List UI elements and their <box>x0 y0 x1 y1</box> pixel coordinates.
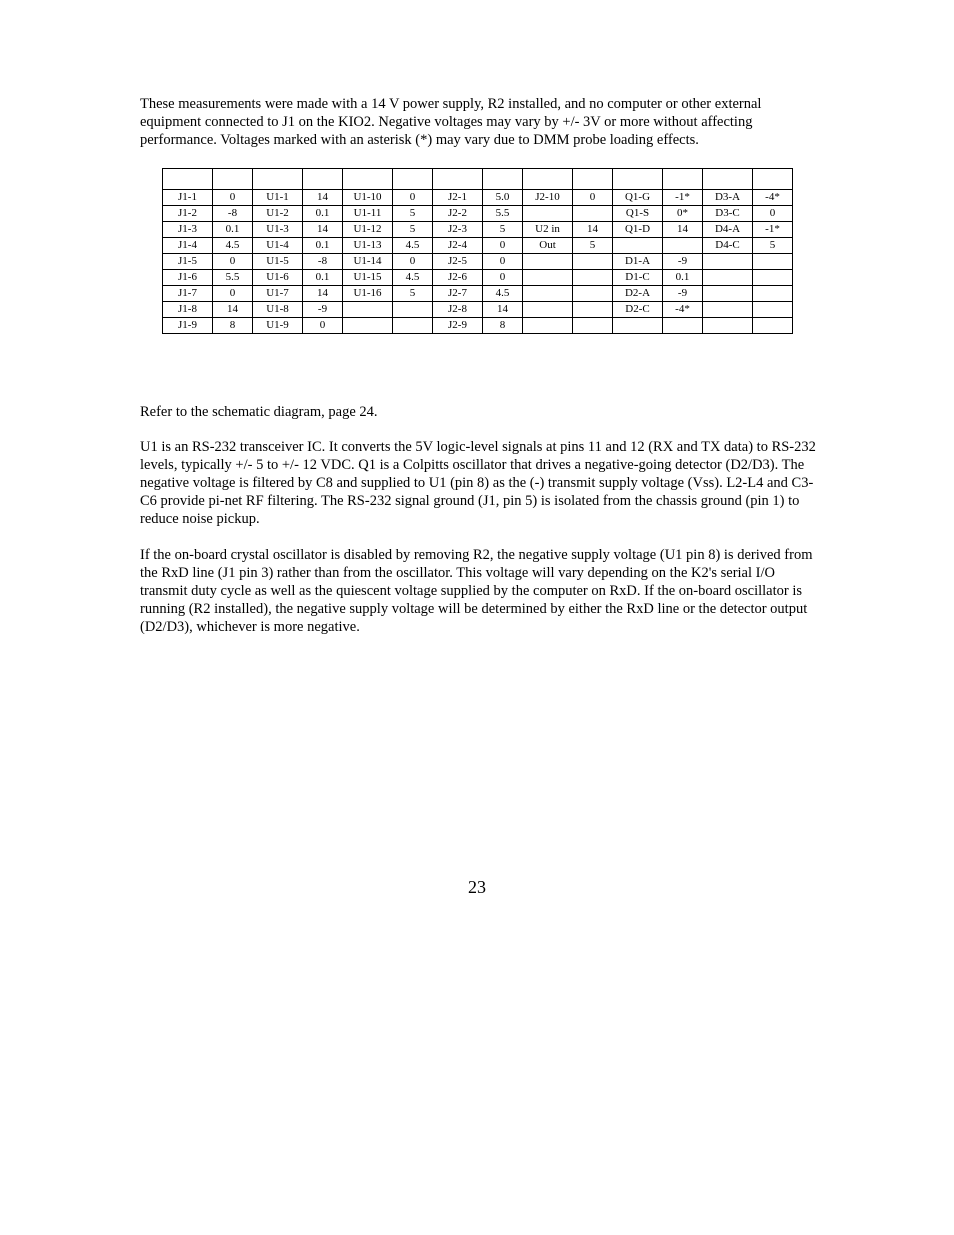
voltage-table <box>162 168 793 334</box>
voltage-cell: 0* <box>663 206 703 222</box>
header-cell <box>523 169 573 190</box>
table-header-row <box>163 169 793 190</box>
voltage-cell <box>753 254 793 270</box>
test-point-cell: U2 in <box>523 222 573 238</box>
test-point-cell: Q1-G <box>613 190 663 206</box>
voltage-cell: -1* <box>753 222 793 238</box>
test-point-cell: J2-8 <box>433 302 483 318</box>
voltage-cell: 5.0 <box>483 190 523 206</box>
voltage-cell <box>753 302 793 318</box>
voltage-cell <box>663 238 703 254</box>
voltage-cell: 0 <box>303 318 343 334</box>
test-point-cell: U1-2 <box>253 206 303 222</box>
test-point-cell: U1-8 <box>253 302 303 318</box>
voltage-cell: 0.1 <box>303 238 343 254</box>
voltage-cell: 14 <box>663 222 703 238</box>
voltage-cell: 0 <box>483 238 523 254</box>
test-point-cell: Q1-S <box>613 206 663 222</box>
voltage-cell: 0 <box>483 254 523 270</box>
test-point-cell <box>523 270 573 286</box>
voltage-cell <box>573 302 613 318</box>
test-point-cell <box>523 302 573 318</box>
voltage-cell: 5.5 <box>213 270 253 286</box>
voltage-cell: 5 <box>573 238 613 254</box>
voltage-cell: 4.5 <box>483 286 523 302</box>
voltage-cell: 0.1 <box>213 222 253 238</box>
voltage-cell: 4.5 <box>393 238 433 254</box>
test-point-cell <box>703 254 753 270</box>
test-point-cell <box>523 318 573 334</box>
table-row <box>163 222 793 238</box>
schematic-reference: Refer to the schematic diagram, page 24. <box>140 404 378 420</box>
table-row <box>163 302 793 318</box>
test-point-cell: D1-A <box>613 254 663 270</box>
test-point-cell: J2-6 <box>433 270 483 286</box>
test-point-cell: J2-9 <box>433 318 483 334</box>
test-point-cell: D4-A <box>703 222 753 238</box>
header-cell <box>483 169 523 190</box>
voltage-cell <box>393 318 433 334</box>
page-number: 23 <box>468 877 486 897</box>
voltage-cell: 0.1 <box>663 270 703 286</box>
test-point-cell: U1-10 <box>343 190 393 206</box>
voltage-cell: 0 <box>483 270 523 286</box>
test-point-cell: J1-9 <box>163 318 213 334</box>
test-point-cell: D4-C <box>703 238 753 254</box>
test-point-cell: J1-1 <box>163 190 213 206</box>
test-point-cell: D1-C <box>613 270 663 286</box>
header-cell <box>613 169 663 190</box>
voltage-cell: 14 <box>303 190 343 206</box>
intro-paragraph: These measurements were made with a 14 V power supply, R2 installed, and no computer or other external equipment connected to J1 on the KIO2. Negative voltages may vary by +/- 3V or more without affecting performance. Voltages marked with an asterisk (*) may vary due to DMM probe loading effects. <box>140 96 762 148</box>
voltage-cell: 0.1 <box>303 206 343 222</box>
voltage-cell <box>573 206 613 222</box>
voltage-cell <box>753 318 793 334</box>
voltage-cell: 5 <box>753 238 793 254</box>
header-cell <box>703 169 753 190</box>
voltage-cell: 0 <box>393 190 433 206</box>
test-point-cell <box>523 286 573 302</box>
test-point-cell: J2-5 <box>433 254 483 270</box>
table-row <box>163 254 793 270</box>
voltage-cell: 4.5 <box>213 238 253 254</box>
test-point-cell: J1-3 <box>163 222 213 238</box>
voltage-cell <box>753 286 793 302</box>
test-point-cell: U1-15 <box>343 270 393 286</box>
voltage-cell: 14 <box>303 286 343 302</box>
voltage-cell: 0 <box>753 206 793 222</box>
table-row <box>163 206 793 222</box>
header-cell <box>213 169 253 190</box>
test-point-cell <box>703 286 753 302</box>
voltage-cell <box>573 254 613 270</box>
test-point-cell: J2-4 <box>433 238 483 254</box>
header-cell <box>663 169 703 190</box>
test-point-cell <box>703 318 753 334</box>
test-point-cell <box>343 302 393 318</box>
voltage-cell: -8 <box>303 254 343 270</box>
voltage-cell: 0 <box>573 190 613 206</box>
test-point-cell: U1-7 <box>253 286 303 302</box>
test-point-cell <box>703 302 753 318</box>
test-point-cell: U1-14 <box>343 254 393 270</box>
voltage-cell: 4.5 <box>393 270 433 286</box>
voltage-cell: 8 <box>213 318 253 334</box>
test-point-cell <box>523 254 573 270</box>
voltage-cell: 14 <box>483 302 523 318</box>
test-point-cell: J2-1 <box>433 190 483 206</box>
test-point-cell: J1-8 <box>163 302 213 318</box>
test-point-cell: Q1-D <box>613 222 663 238</box>
test-point-cell: D3-C <box>703 206 753 222</box>
header-cell <box>433 169 483 190</box>
test-point-cell: J2-3 <box>433 222 483 238</box>
voltage-cell: 5 <box>393 222 433 238</box>
voltage-cell <box>753 270 793 286</box>
voltage-cell: 0 <box>393 254 433 270</box>
voltage-cell: -9 <box>303 302 343 318</box>
header-cell <box>573 169 613 190</box>
voltage-cell: -4* <box>753 190 793 206</box>
voltage-cell: 0.1 <box>303 270 343 286</box>
voltage-cell: -8 <box>213 206 253 222</box>
test-point-cell: D3-A <box>703 190 753 206</box>
voltage-cell: 0 <box>213 254 253 270</box>
test-point-cell: Out <box>523 238 573 254</box>
description-paragraph-2: If the on-board crystal oscillator is disabled by removing R2, the negative supply voltage (U1 pin 8) is derived from the RxD line (J1 pin 3) rather than from the oscillator. This voltage will vary depending on the K2's serial I/O transmit duty cycle as well as the quiescent voltage supplied by the computer on RxD. If the on-board oscillator is running (R2 installed), the negative supply voltage will be determined by either the RxD line or the detector output (D2/D3), whichever is more negative. <box>140 547 813 635</box>
table-row <box>163 286 793 302</box>
test-point-cell: J1-7 <box>163 286 213 302</box>
test-point-cell <box>343 318 393 334</box>
header-cell <box>753 169 793 190</box>
test-point-cell: J2-2 <box>433 206 483 222</box>
test-point-cell: U1-11 <box>343 206 393 222</box>
header-cell <box>163 169 213 190</box>
test-point-cell: U1-4 <box>253 238 303 254</box>
test-point-cell: U1-5 <box>253 254 303 270</box>
table-row <box>163 270 793 286</box>
voltage-cell <box>573 318 613 334</box>
test-point-cell: D2-C <box>613 302 663 318</box>
table-row <box>163 238 793 254</box>
test-point-cell: D2-A <box>613 286 663 302</box>
test-point-cell: J1-5 <box>163 254 213 270</box>
voltage-cell: 14 <box>303 222 343 238</box>
test-point-cell: U1-6 <box>253 270 303 286</box>
test-point-cell: U1-16 <box>343 286 393 302</box>
test-point-cell: J2-7 <box>433 286 483 302</box>
voltage-cell: 14 <box>573 222 613 238</box>
voltage-cell: 5.5 <box>483 206 523 222</box>
voltage-cell: 5 <box>393 206 433 222</box>
test-point-cell: U1-9 <box>253 318 303 334</box>
voltage-cell: 14 <box>213 302 253 318</box>
test-point-cell: J1-2 <box>163 206 213 222</box>
table-row <box>163 318 793 334</box>
test-point-cell: U1-3 <box>253 222 303 238</box>
table-row <box>163 190 793 206</box>
voltage-cell <box>573 286 613 302</box>
test-point-cell: J2-10 <box>523 190 573 206</box>
header-cell <box>253 169 303 190</box>
header-cell <box>303 169 343 190</box>
test-point-cell: J1-4 <box>163 238 213 254</box>
voltage-cell: -4* <box>663 302 703 318</box>
voltage-cell: 8 <box>483 318 523 334</box>
test-point-cell <box>523 206 573 222</box>
test-point-cell: U1-12 <box>343 222 393 238</box>
voltage-cell: -1* <box>663 190 703 206</box>
voltage-cell: -9 <box>663 286 703 302</box>
voltage-cell <box>393 302 433 318</box>
description-paragraph-1: U1 is an RS-232 transceiver IC. It converts the 5V logic-level signals at pins 11 and 12 (RX and TX data) to RS-232 levels, typically +/- 5 to +/- 12 VDC. Q1 is a Colpitts oscillator that drives a negative-going detector (D2/D3). The negative voltage is filtered by C8 and supplied to U1 (pin 8) as the (-) transmit supply voltage (Vss). L2-L4 and C3-C6 provide pi-net RF filtering. The RS-232 signal ground (J1, pin 5) is isolated from the chassis ground (pin 1) to reduce noise pickup. <box>140 439 816 527</box>
voltage-cell <box>663 318 703 334</box>
voltage-cell <box>573 270 613 286</box>
header-cell <box>343 169 393 190</box>
test-point-cell: U1-1 <box>253 190 303 206</box>
test-point-cell <box>613 238 663 254</box>
voltage-cell: 5 <box>483 222 523 238</box>
test-point-cell: J1-6 <box>163 270 213 286</box>
test-point-cell <box>613 318 663 334</box>
voltage-cell: -9 <box>663 254 703 270</box>
voltage-cell: 5 <box>393 286 433 302</box>
voltage-cell: 0 <box>213 286 253 302</box>
voltage-cell: 0 <box>213 190 253 206</box>
test-point-cell: U1-13 <box>343 238 393 254</box>
header-cell <box>393 169 433 190</box>
test-point-cell <box>703 270 753 286</box>
